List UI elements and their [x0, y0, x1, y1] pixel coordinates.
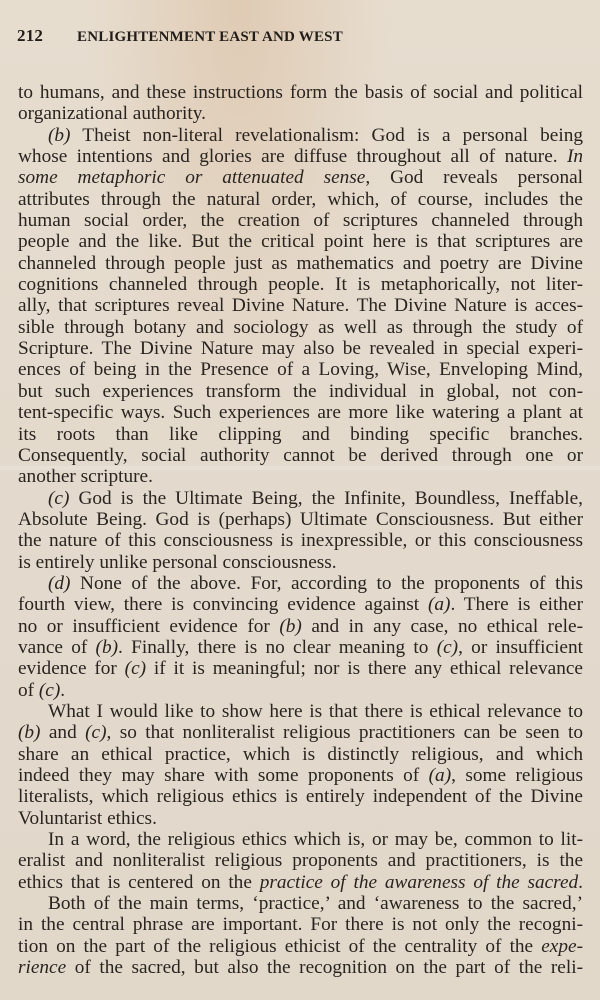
text-line [18, 637, 583, 658]
italic-text: expe- [541, 935, 583, 957]
text-segment: . There is either [450, 594, 584, 616]
text-segment: Absolute Being. God is (perhaps) Ultimate Consciousness. But either [18, 508, 583, 530]
text-segment: and [40, 722, 86, 744]
italic-text: (d) [48, 572, 71, 594]
text-segment: human social order, the creation of scriptures channeled through [18, 210, 583, 232]
text-segment: Both of the main terms, ‘practice,’ and ‘awareness to the sacred,’ [48, 893, 583, 915]
italic-text: (a) [428, 765, 452, 786]
text-segment: but such experiences transform the individual in global, not con- [18, 380, 583, 402]
text-segment: God is the Ultimate Being, the Infinite, Boundless, Ineffable, [69, 487, 583, 509]
text-line [18, 359, 583, 380]
text-line [18, 680, 583, 701]
text-segment: the nature of this consciousness is inexpressible, or this consciousness [18, 530, 583, 552]
text-line [18, 893, 583, 914]
text-segment: of the sacred, but also the recognition on the part of the reli- [66, 957, 583, 979]
text-segment: tion on the part of the religious ethicist of the centrality of the [18, 935, 542, 957]
italic-text: (b) [95, 636, 119, 658]
text-line [18, 402, 583, 423]
text-segment: ences of being in the Presence of a Loving, Wise, Enveloping Mind, [18, 359, 583, 381]
italic-text: (c) [85, 722, 107, 744]
text-segment: Scripture. The Divine Nature may also be revealed in special experi- [18, 338, 583, 360]
text-line [18, 338, 583, 359]
text-segment: ethics that is centered on the [18, 871, 260, 893]
text-line [18, 957, 583, 978]
text-line [18, 317, 583, 338]
text-segment: in the central phrase are important. For there is not only the recogni- [18, 914, 583, 936]
text-line [18, 552, 583, 573]
text-segment: channeled through people just as mathematics and poetry are Divine [18, 252, 583, 274]
text-segment: , God reveals personal [365, 167, 584, 189]
text-segment: sible through botany and sociology as well as through the study of [18, 316, 583, 338]
text-line [18, 936, 583, 957]
body-text [18, 82, 583, 978]
text-line [18, 231, 583, 252]
italic-text: some metaphoric or attenuated sense [18, 167, 366, 189]
text-segment: Theist non-literal revelationalism: God is a personal being [70, 124, 583, 146]
italic-text: (b) [18, 722, 41, 744]
text-line [18, 722, 583, 743]
text-line [18, 253, 583, 274]
italic-text: (c) [436, 636, 459, 658]
text-line [18, 189, 583, 210]
text-segment: Voluntarist ethics. [18, 807, 157, 829]
text-segment: , some religious [451, 765, 583, 786]
text-line [18, 808, 583, 829]
text-line [18, 786, 583, 807]
italic-text: rience [18, 957, 67, 979]
text-line [18, 509, 583, 530]
italic-text: (b) [279, 615, 302, 637]
text-segment: . Finally, there is no clear meaning to [118, 636, 437, 658]
text-segment: people and the like. But the critical point here is that scriptures are [18, 231, 583, 253]
text-segment: attributes through the natural order, which, of course, includes the [18, 188, 583, 210]
italic-text: practice of the awareness of the sacred [259, 871, 579, 893]
italic-text: (a) [427, 594, 451, 616]
italic-text: (b) [48, 124, 71, 146]
text-segment: In a word, the religious ethics which is, or may be, common to lit- [48, 829, 583, 851]
text-segment: eralist and nonliteralist religious proponents and practitioners, is the [18, 850, 583, 872]
text-line [18, 125, 583, 146]
text-segment: What I would like to show here is that there is ethical relevance to [48, 700, 583, 722]
text-line [18, 274, 583, 295]
text-segment: is entirely unlike personal consciousness. [18, 551, 337, 573]
text-segment: share an ethical practice, which is distinctly religious, and which [18, 743, 583, 765]
text-segment: its roots than like clipping and binding specific branches. [18, 423, 583, 445]
text-segment: evidence for [18, 658, 125, 680]
text-segment: fourth view, there is convincing evidence against [18, 594, 428, 616]
text-line [18, 872, 583, 893]
text-line [18, 829, 583, 850]
text-line [18, 295, 583, 316]
text-line [18, 445, 583, 466]
text-segment: literalists, which religious ethics is entirely independent of the Divine [18, 786, 583, 808]
text-segment: , so that nonliteralist religious practitioners can be seen to [106, 722, 583, 744]
text-line [18, 381, 583, 402]
italic-text: (c) [48, 487, 70, 509]
text-line [18, 210, 583, 231]
book-title: ENLIGHTENMENT EAST AND WEST [77, 29, 343, 45]
text-segment: Consequently, social authority cannot be derived through one or [18, 444, 583, 466]
text-segment: organizational authority. [18, 103, 206, 125]
text-line [18, 765, 583, 786]
text-line [18, 103, 583, 124]
text-line [18, 466, 583, 487]
text-line [18, 658, 583, 679]
text-segment: no or insufficient evidence for [18, 615, 280, 637]
text-line [18, 488, 583, 509]
italic-text: In [566, 146, 583, 168]
text-segment: vance of [18, 636, 96, 658]
text-line [18, 616, 583, 637]
text-segment: another scripture. [18, 466, 153, 488]
page-number: 212 [17, 26, 44, 45]
text-line [18, 82, 583, 103]
text-line [18, 167, 583, 188]
text-line [18, 744, 583, 765]
text-segment: and in any case, no ethical rele- [301, 615, 583, 637]
text-segment: cognitions channeled through people. It is metaphorically, not liter- [18, 274, 583, 296]
text-segment: to humans, and these instructions form the basis of social and political [18, 82, 583, 103]
italic-text: (c) [124, 658, 147, 680]
text-line [18, 146, 583, 167]
text-line [18, 914, 583, 935]
text-line [18, 850, 583, 871]
running-head [17, 26, 343, 46]
text-segment: . [60, 679, 66, 701]
text-segment: if it is meaningful; nor is there any ethical relevance [146, 658, 583, 680]
text-line [18, 701, 583, 722]
text-segment: tent-specific ways. Such experiences are more like watering a plant at [18, 402, 583, 424]
text-line [18, 573, 583, 594]
text-segment: . [578, 871, 583, 893]
italic-text: (c) [38, 679, 61, 701]
text-line [18, 530, 583, 551]
text-segment: indeed they may share with some proponents of [18, 765, 429, 786]
text-segment: ally, that scriptures reveal Divine Nature. The Divine Nature is acces- [18, 295, 583, 317]
text-line [18, 594, 583, 615]
text-segment: whose intentions and glories are diffuse throughout all of nature. [18, 146, 567, 168]
text-segment: , or insufficient [458, 636, 583, 658]
text-line [18, 424, 583, 445]
text-segment: of [18, 679, 39, 701]
text-segment: None of the above. For, according to the proponents of this [70, 572, 583, 594]
